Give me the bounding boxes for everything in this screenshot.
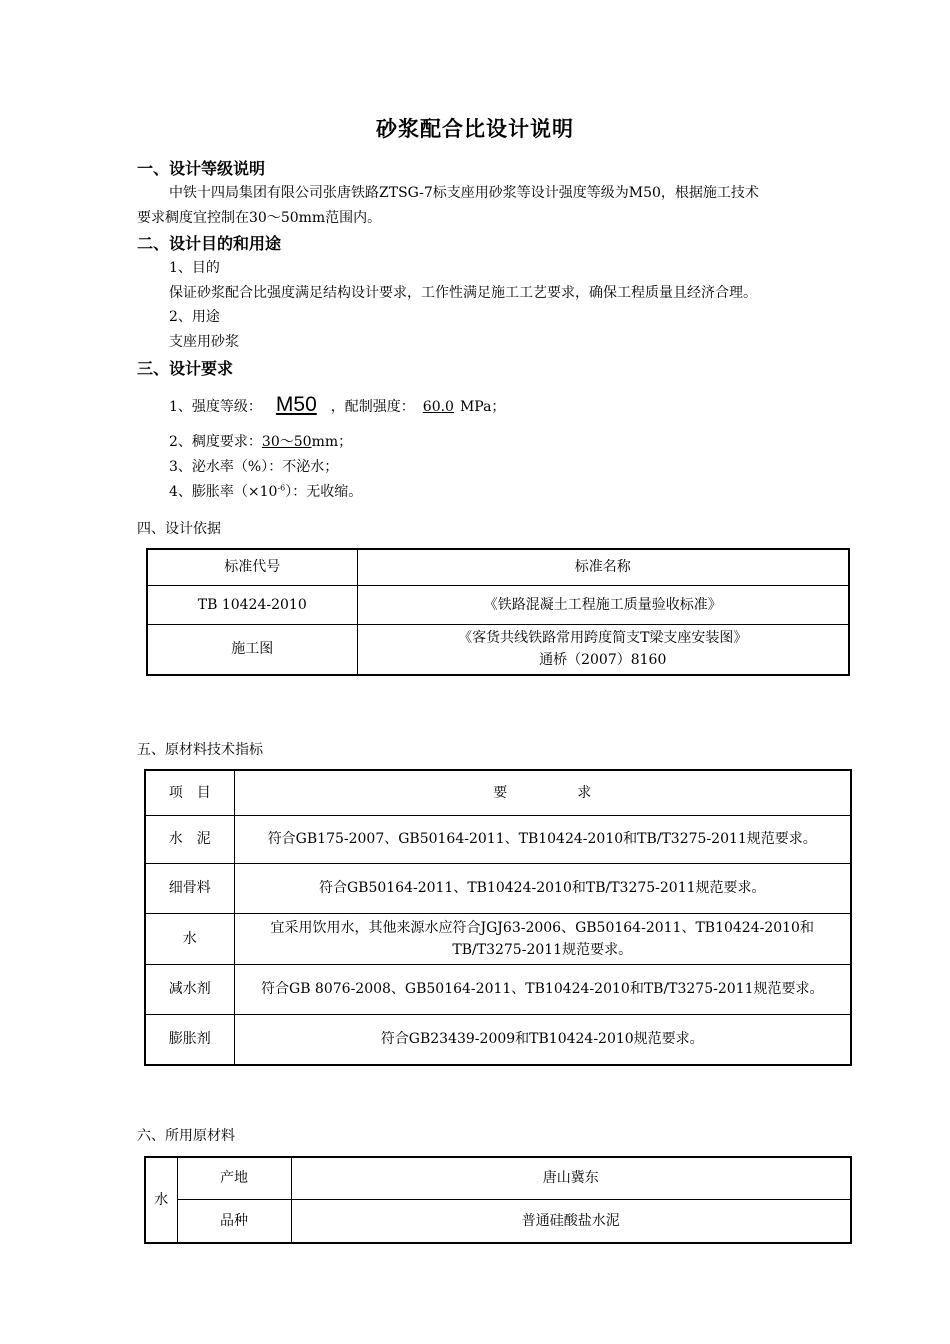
strength-grade-value: M50 [275, 393, 317, 416]
requirement-consistency [169, 431, 352, 451]
raw-materials-table [144, 1156, 852, 1244]
materials-spec-table [144, 769, 852, 1066]
standard-name: 《铁路混凝土工程施工质量验收标准》 [357, 585, 849, 624]
basis-table [146, 548, 850, 676]
expansion-value: ）：无收缩。 [285, 484, 363, 500]
table-row [145, 964, 851, 1014]
standard-name-line-2: 通桥（2007）8160 [539, 652, 667, 669]
material-group-label: 水 [145, 1157, 177, 1243]
section-2-heading: 二、设计目的和用途 [137, 234, 282, 253]
standard-name [357, 624, 849, 675]
expansion-exponent: -6 [277, 483, 286, 493]
table-row [145, 863, 851, 913]
requirement-expansion [169, 481, 362, 501]
purpose-label: 1、目的 [169, 260, 220, 276]
use-label: 2、用途 [169, 309, 220, 325]
material-item: 水 泥 [145, 815, 234, 863]
design-strength-unit: MPa； [459, 399, 506, 415]
header-requirement: 要 求 [234, 770, 851, 815]
document-title: 砂浆配合比设计说明 [376, 117, 574, 141]
material-requirement [234, 913, 851, 964]
attribute-value: 唐山冀东 [291, 1157, 851, 1199]
header-standard-code: 标准代号 [147, 549, 357, 585]
material-requirement: 符合GB23439-2009和TB10424-2010规范要求。 [234, 1014, 851, 1065]
section-6-heading: 六、所用原材料 [137, 1128, 235, 1144]
design-strength-value: 60.0 [422, 399, 454, 415]
attribute-value: 普通硅酸盐水泥 [291, 1199, 851, 1243]
material-requirement: 符合GB 8076-2008、GB50164-2011、TB10424-2010和TB/T3275-2011规范要求。 [234, 964, 851, 1014]
consistency-label: 2、稠度要求： [169, 434, 262, 450]
design-strength-label: ，配制强度： [330, 399, 415, 415]
expansion-label: 4、膨胀率（×10 [169, 484, 278, 500]
table-row [147, 624, 849, 675]
material-requirement: 符合GB175-2007、GB50164-2011、TB10424-2010和TB/T3275-2011规范要求。 [234, 815, 851, 863]
standard-code: TB 10424-2010 [147, 585, 357, 624]
requirement-line-2: TB/T3275-2011规范要求。 [452, 941, 633, 958]
requirement-line-1: 宜采用饮用水，其他来源水应符合JGJ63-2006、GB50164-2011、TB10424-2010和 [270, 919, 814, 936]
section-1-heading: 一、设计等级说明 [137, 159, 266, 178]
section-1-line-2: 要求稠度宜控制在30～50mm范围内。 [137, 210, 382, 226]
header-standard-name: 标准名称 [357, 549, 849, 585]
requirement-bleeding: 3、泌水率（%）：不泌水； [169, 459, 339, 475]
table-row [145, 1199, 851, 1243]
material-item: 膨胀剂 [145, 1014, 234, 1065]
standard-name-line-1: 《客货共线铁路常用跨度简支T梁支座安装图》 [458, 630, 748, 647]
attribute-label: 产地 [177, 1157, 291, 1199]
table-header-row [145, 770, 851, 815]
material-item: 细骨料 [145, 863, 234, 913]
section-1-line-1: 中铁十四局集团有限公司张唐铁路ZTSG-7标支座用砂浆等设计强度等级为M50，根据施工技术 [169, 185, 759, 201]
consistency-unit: mm； [311, 434, 353, 450]
standard-code: 施工图 [147, 624, 357, 675]
purpose-text: 保证砂浆配合比强度满足结构设计要求，工作性满足施工工艺要求，确保工程质量且经济合理。 [169, 285, 757, 301]
requirement-strength [169, 392, 505, 420]
table-header-row [147, 549, 849, 585]
table-row [145, 913, 851, 964]
table-row [147, 585, 849, 624]
use-text: 支座用砂浆 [169, 334, 239, 350]
section-4-heading: 四、设计依据 [137, 521, 221, 537]
table-row [145, 1014, 851, 1065]
material-item: 减水剂 [145, 964, 234, 1014]
material-item: 水 [145, 913, 234, 964]
attribute-label: 品种 [177, 1199, 291, 1243]
material-requirement: 符合GB50164-2011、TB10424-2010和TB/T3275-2011规范要求。 [234, 863, 851, 913]
section-3-heading: 三、设计要求 [137, 359, 234, 378]
strength-grade-label: 1、强度等级： [169, 399, 262, 415]
header-item: 项 目 [145, 770, 234, 815]
consistency-value: 30～50 [261, 434, 312, 450]
table-row [145, 1157, 851, 1199]
table-row [145, 815, 851, 863]
section-5-heading: 五、原材料技术指标 [137, 742, 263, 758]
